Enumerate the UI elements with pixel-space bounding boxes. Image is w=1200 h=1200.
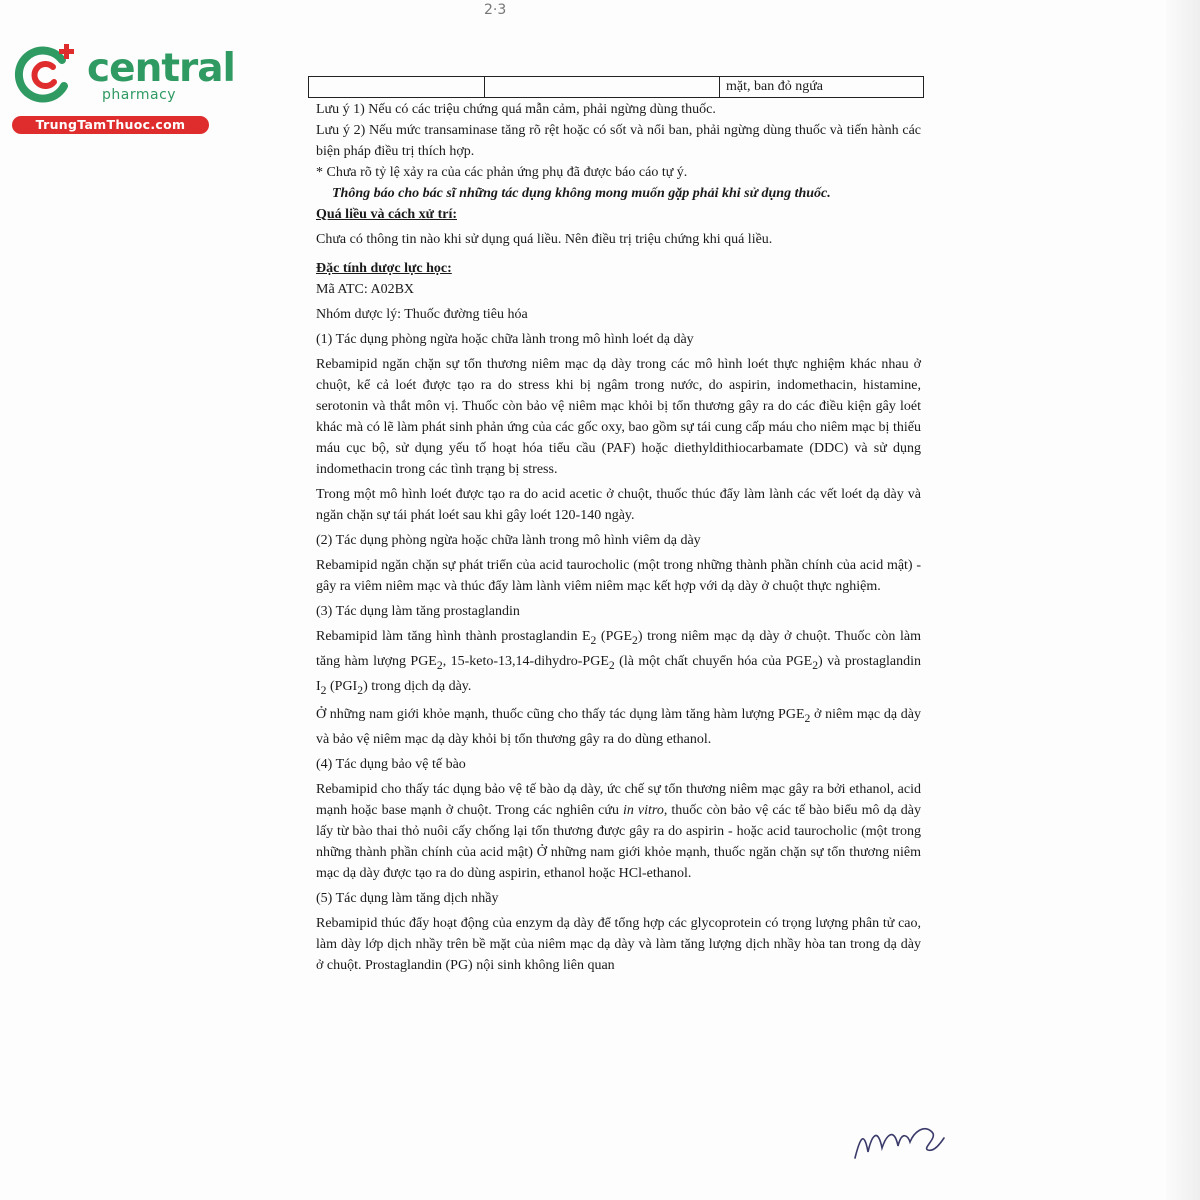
adverse-effects-table-fragment <box>308 76 924 98</box>
section-4-paragraph: Rebamipid cho thấy tác dụng bảo vệ tế bào dạ dày, ức chế sự tổn thương niêm mạc gây ra bởi ethanol, acid mạnh hoặc base mạnh ở chuột. Trong các nghiên cứu in vitro, thuốc còn bảo vệ các tế bào biểu mô dạ dày lấy từ bào thai thỏ nuôi cấy chống lại tổn thương được gây ra do aspirin - hoặc acid taurocholic (một trong những thành phần chính của acid mật) Ở những nam giới khỏe mạnh, thuốc ngăn chặn sự tổn thương niêm mạc dạ dày được tạo ra do dùng aspirin, ethanol hoặc HCl-ethanol. <box>316 782 921 882</box>
logo-mark-icon <box>12 38 84 110</box>
handwritten-signature <box>852 1118 947 1163</box>
logo-brand: central <box>87 46 235 91</box>
central-pharmacy-logo <box>12 38 235 138</box>
atc-code: Mã ATC: A02BX <box>316 282 415 297</box>
scan-edge-shadow <box>1166 0 1200 1200</box>
table-cell <box>309 77 485 98</box>
section-5-paragraph: Rebamipid thúc đẩy hoạt động của enzym dạ dày để tổng hợp các glycoprotein có trọng lượng phân tử cao, làm dày lớp dịch nhầy trên bề mặt của niêm mạc dạ dày và làm tăng lượng dịch nhầy hòa tan trong dạ dày ở chuột. Prostaglandin (PG) nội sinh không liên quan <box>316 916 921 974</box>
table-cell <box>485 77 720 98</box>
note-1: Lưu ý 1) Nếu có các triệu chứng quá mẫn cảm, phải ngừng dùng thuốc. <box>316 102 716 117</box>
table-row <box>309 77 924 98</box>
note-3: * Chưa rõ tỷ lệ xảy ra của các phản ứng phụ đã được báo cáo tự ý. <box>316 165 688 180</box>
section-3-title: (3) Tác dụng làm tăng prostaglandin <box>316 604 520 619</box>
section-5-title: (5) Tác dụng làm tăng dịch nhầy <box>316 891 499 907</box>
header-mark: 2·3 <box>484 2 507 18</box>
pharmacologic-group: Nhóm dược lý: Thuốc đường tiêu hóa <box>316 307 528 322</box>
section-2-title: (2) Tác dụng phòng ngừa hoặc chữa lành trong mô hình viêm dạ dày <box>316 533 701 548</box>
section-1-paragraph-2: Trong một mô hình loét được tạo ra do acid acetic ở chuột, thuốc thúc đẩy làm lành các vết loét dạ dày và ngăn chặn sự tái phát loét sau khi gây loét 120-140 ngày. <box>316 487 921 523</box>
section-2-paragraph: Rebamipid ngăn chặn sự phát triển của acid taurocholic (một trong những thành phần chính của acid mật) - gây ra viêm niêm mạc và thúc đẩy làm lành viêm niêm mạc kết hợp với dạ dày ở chuột thực nghiệm. <box>316 558 921 594</box>
document-body <box>316 99 921 976</box>
section-3-paragraph-2: Ở những nam giới khỏe mạnh, thuốc cũng cho thấy tác dụng làm tăng hàm lượng $PGE_2$ ở niêm mạc dạ dày và bảo vệ niêm mạc dạ dày khỏi bị tổn thương gây ra do dùng ethanol. <box>316 707 921 748</box>
note-2: Lưu ý 2) Nếu mức transaminase tăng rõ rệt hoặc có sốt và nổi ban, phải ngừng dùng thuốc và tiến hành các biện pháp điều trị thích hợp. <box>316 123 921 159</box>
section-4-title: (4) Tác dụng bảo vệ tế bào <box>316 757 466 773</box>
logo-subtitle: pharmacy <box>102 87 177 103</box>
overdose-heading: Quá liều và cách xử trí: <box>316 207 457 222</box>
section-1-title: (1) Tác dụng phòng ngừa hoặc chữa lành trong mô hình loét dạ dày <box>316 332 694 347</box>
section-1-paragraph-1: Rebamipid ngăn chặn sự tổn thương niêm mạc dạ dày trong các mô hình loét thực nghiệm khác nhau ở chuột, kể cả loét được tạo ra do stress khi bị ngâm trong nước, do aspirin, indomethacin, histamine, serotonin và thắt môn vị. Thuốc còn bảo vệ niêm mạc khỏi bị tổn thương gây ra do các điều kiện gây loét khác mà có lẽ làm phát sinh phản ứng của các gốc oxy, bao gồm sự tái cung cấp máu cho niêm mạc bị thiếu máu cục bộ, sử dụng yếu tố hoạt hóa tiểu cầu (PAF) hoặc diethyldithiocarbamate (DDC) và sử dụng indomethacin trong các tình trạng bị stress. <box>316 357 921 477</box>
logo-site-badge: TrungTamThuoc.com <box>12 116 209 134</box>
warning-note: Thông báo cho bác sĩ những tác dụng không mong muốn gặp phải khi sử dụng thuốc. <box>332 186 831 201</box>
section-3-paragraph-1: Rebamipid làm tăng hình thành prostaglandin $E_2$ $(PGE_2)$ trong niêm mạc dạ dày ở chuột. Thuốc còn làm tăng hàm lượng $PGE_2$, $15-keto-13,14-dihydro-PGE_2$ (là một chất chuyển hóa của $PGE_2$) và prostaglandin $I_2$ $(PGI_2)$ trong dịch dạ dày. <box>316 629 921 697</box>
overdose-text: Chưa có thông tin nào khi sử dụng quá liều. Nên điều trị triệu chứng khi quá liều. <box>316 232 773 247</box>
pharmacodynamics-heading: Đặc tính dược lực học: <box>316 261 452 276</box>
table-cell: mặt, ban đỏ ngứa <box>720 77 924 98</box>
